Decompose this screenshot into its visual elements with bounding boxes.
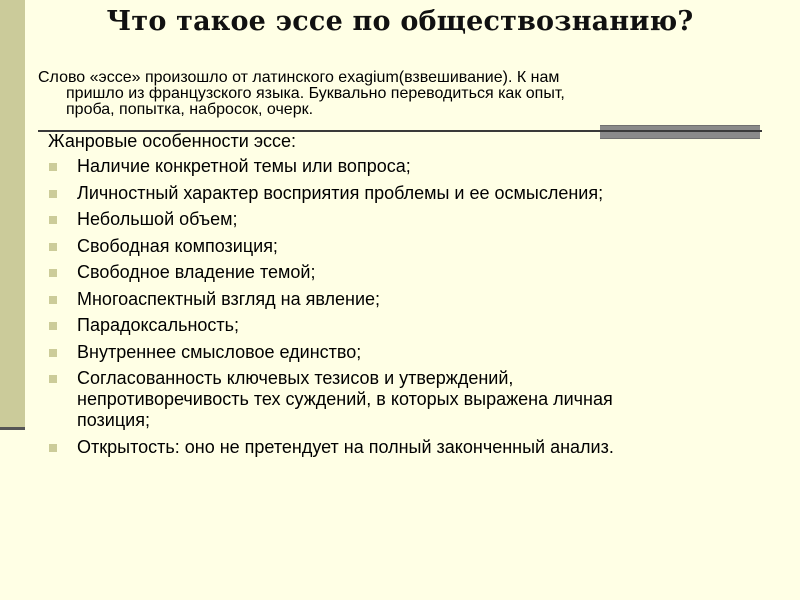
list-item (48, 315, 760, 336)
list-item-text-line-3: позиция; (77, 410, 150, 430)
list-item (48, 156, 760, 177)
list-item-text-line-1: Согласованность ключевых тезисов и утверждений, (77, 368, 514, 388)
square-bullet-icon (49, 296, 57, 304)
intro-line-2: пришло из французского языка. Буквально переводиться как опыт, (66, 85, 565, 102)
square-bullet-icon (49, 243, 57, 251)
list-item-text-line-2: непротиворечивость тех суждений, в которых выражена личная (77, 389, 613, 409)
list-item (48, 437, 760, 458)
list-item (48, 289, 760, 310)
square-bullet-icon (49, 163, 57, 171)
list-item (48, 183, 760, 204)
list-item (48, 236, 760, 257)
left-decorative-bar (0, 0, 25, 427)
list-item-text: Парадоксальность; (77, 315, 240, 335)
divider-accent (600, 125, 760, 139)
list-item-text: Многоаспектный взгляд на явление; (77, 288, 381, 309)
subheading: Жанровые особенности эссе: (48, 131, 297, 151)
intro-paragraph (38, 70, 738, 118)
square-bullet-icon (49, 349, 57, 357)
list-item (48, 368, 760, 431)
list-item-text: Личностный характер восприятия проблемы и ее осмысления; (77, 182, 604, 203)
list-item-text: Наличие конкретной темы или вопроса; (77, 156, 411, 176)
list-item (48, 262, 760, 283)
list-item (48, 209, 760, 230)
square-bullet-icon (49, 190, 57, 198)
list-item-text: Открытость: оно не претендует на полный законченный анализ. (77, 436, 614, 457)
list-item-text: Свободная композиция; (77, 235, 278, 256)
list-item (48, 342, 760, 363)
intro-line-1: Слово «эссе» произошло от латинского exagium(взвешивание). К нам (38, 69, 560, 86)
square-bullet-icon (49, 444, 57, 452)
square-bullet-icon (49, 322, 57, 330)
square-bullet-icon (49, 216, 57, 224)
list-item-text: Внутреннее смысловое единство; (77, 341, 362, 362)
square-bullet-icon (49, 375, 57, 383)
features-list (48, 156, 760, 463)
square-bullet-icon (49, 269, 57, 277)
left-bar-bottom-edge (0, 427, 25, 430)
intro-line-3: проба, попытка, набросок, очерк. (66, 101, 314, 118)
slide-title: Что такое эссе по обществознанию? (106, 6, 694, 37)
list-item-text: Свободное владение темой; (77, 262, 316, 282)
list-item-text: Небольшой объем; (77, 209, 238, 229)
